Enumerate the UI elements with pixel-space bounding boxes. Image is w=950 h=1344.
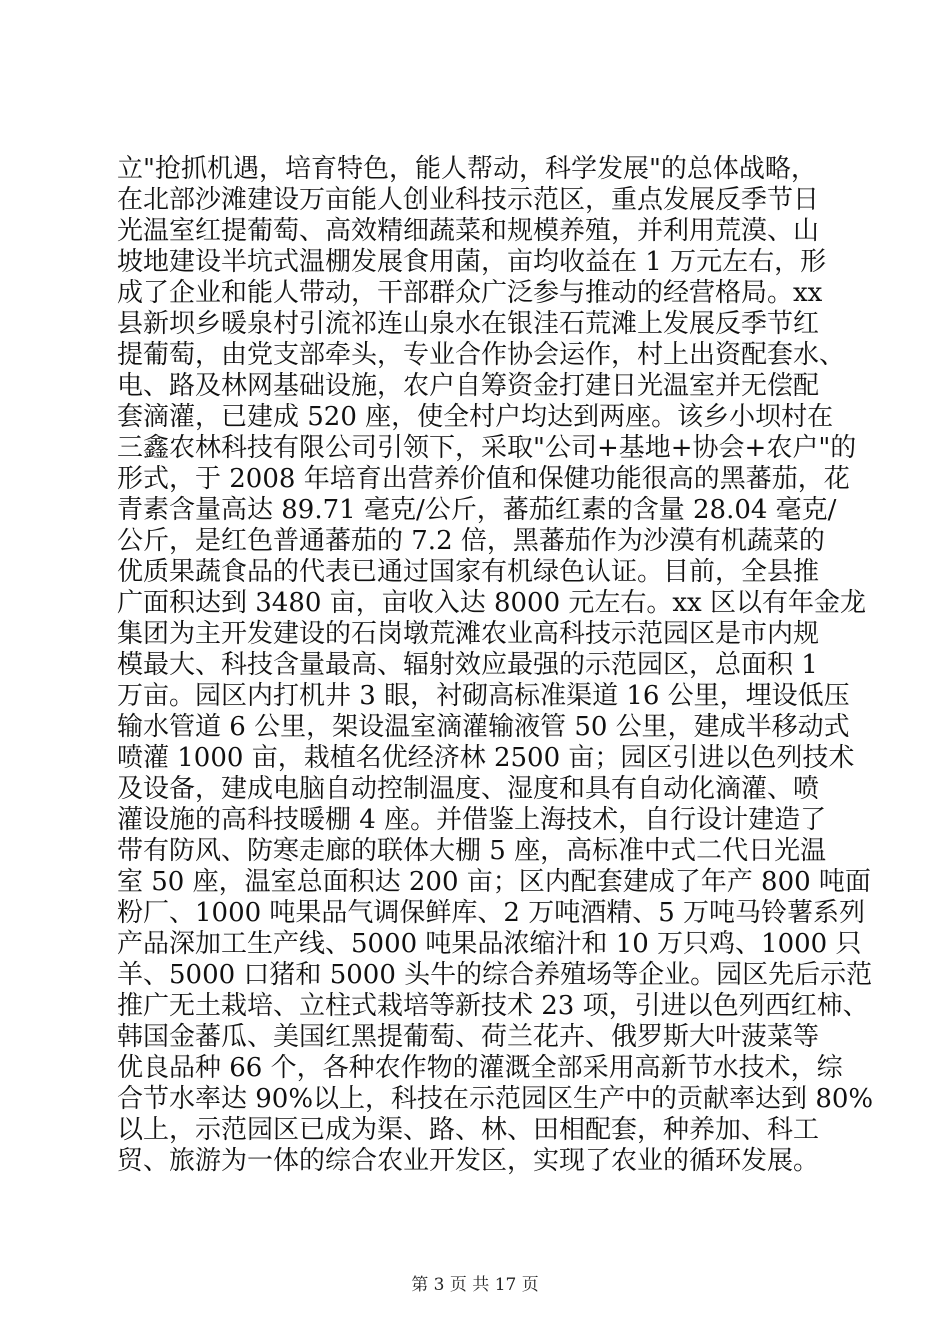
text-line: 优质果蔬食品的代表已通过国家有机绿色认证。目前，全县推	[117, 557, 820, 587]
text-line: 坡地建设半坑式温棚发展食用菌，亩均收益在 1 万元左右，形	[117, 247, 827, 277]
text-line: 万亩。园区内打机井 3 眼，衬砌高标准渠道 16 公里，埋设低压	[117, 681, 850, 711]
text-line: 提葡萄，由党支部牵头，专业合作协会运作，村上出资配套水、	[117, 340, 846, 370]
text-line: 羊、5000 口猪和 5000 头牛的综合养殖场等企业。园区先后示范	[117, 960, 873, 990]
text-line: 成了企业和能人带动，干部群众广泛参与推动的经营格局。xx	[117, 278, 823, 308]
text-line: 形式，于 2008 年培育出营养价值和保健功能很高的黑蕃茄，花	[117, 464, 850, 494]
text-line: 灌设施的高科技暖棚 4 座。并借鉴上海技术，自行设计建造了	[117, 805, 827, 835]
text-line: 输水管道 6 公里，架设温室滴灌输液管 50 公里，建成半移动式	[117, 712, 850, 742]
text-line: 公斤，是红色普通蕃茄的 7.2 倍，黑蕃茄作为沙漠有机蔬菜的	[117, 526, 825, 556]
text-line: 及设备，建成电脑自动控制温度、湿度和具有自动化滴灌、喷	[117, 774, 820, 804]
text-line: 带有防风、防寒走廊的联体大棚 5 座，高标准中式二代日光温	[117, 836, 827, 866]
text-line: 粉厂、1000 吨果品气调保鲜库、2 万吨酒精、5 万吨马铃薯系列	[117, 898, 866, 928]
text-line: 三鑫农林科技有限公司引领下，采取"公司+基地+协会+农户"的	[117, 433, 857, 463]
text-line: 集团为主开发建设的石岗墩荒滩农业高科技示范园区是市内规	[117, 619, 820, 649]
text-line: 在北部沙滩建设万亩能人创业科技示范区，重点发展反季节日	[117, 185, 820, 215]
text-line: 立"抢抓机遇，培育特色，能人帮动，科学发展"的总体战略，	[117, 154, 817, 184]
text-line: 喷灌 1000 亩，栽植名优经济林 2500 亩；园区引进以色列技术	[117, 743, 855, 773]
text-line: 产品深加工生产线、5000 吨果品浓缩汁和 10 万只鸡、1000 只	[117, 929, 862, 959]
text-line: 推广无土栽培、立柱式栽培等新技术 23 项，引进以色列西红柿、	[117, 991, 869, 1021]
text-line: 光温室红提葡萄、高效精细蔬菜和规模养殖，并利用荒漠、山	[117, 216, 820, 246]
page-number-footer: 第 3 页 共 17 页	[411, 1275, 539, 1295]
text-line: 以上，示范园区已成为渠、路、林、田相配套，种养加、科工	[117, 1115, 820, 1145]
text-line: 模最大、科技含量最高、辐射效应最强的示范园区，总面积 1	[117, 650, 818, 680]
text-line: 优良品种 66 个，各种农作物的灌溉全部采用高新节水技术，综	[117, 1053, 843, 1083]
text-line: 县新坝乡暖泉村引流祁连山泉水在银洼石荒滩上发展反季节红	[117, 309, 820, 339]
text-line: 广面积达到 3480 亩，亩收入达 8000 元左右。xx 区以有年金龙	[117, 588, 866, 618]
text-line: 套滴灌，已建成 520 座，使全村户均达到两座。该乡小坝村在	[117, 402, 834, 432]
text-line: 室 50 座，温室总面积达 200 亩；区内配套建成了年产 800 吨面	[117, 867, 871, 897]
text-line: 合节水率达 90%以上，科技在示范园区生产中的贡献率达到 80%	[117, 1084, 874, 1114]
text-line: 青素含量高达 89.71 毫克/公斤，蕃茄红素的含量 28.04 毫克/	[117, 495, 837, 525]
text-line: 韩国金蕃瓜、美国红黑提葡萄、荷兰花卉、俄罗斯大叶菠菜等	[117, 1022, 820, 1052]
text-line: 电、路及林网基础设施，农户自筹资金打建日光温室并无偿配	[117, 371, 820, 401]
body-paragraph	[117, 154, 874, 1177]
text-line: 贸、旅游为一体的综合农业开发区，实现了农业的循环发展。	[117, 1146, 820, 1176]
